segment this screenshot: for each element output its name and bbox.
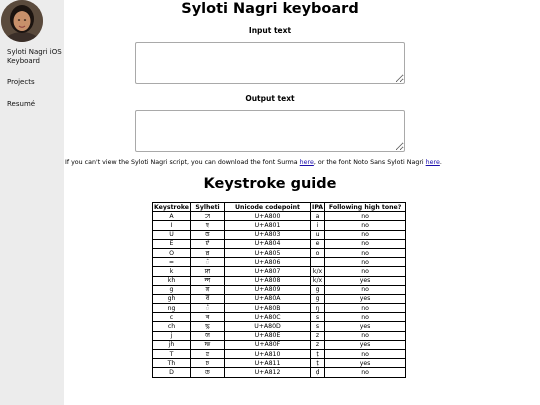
sylheti-cell: ꠌ — [191, 313, 225, 322]
table-row — [153, 340, 406, 349]
table-row — [153, 230, 406, 239]
table-header-row — [153, 203, 406, 212]
keystroke-table-body — [153, 212, 406, 377]
high-tone-cell: yes — [325, 340, 406, 349]
unicode-cell: U+A80E — [225, 331, 311, 340]
sylheti-cell: ꠀ — [191, 212, 225, 221]
high-tone-cell: no — [325, 331, 406, 340]
high-tone-cell: no — [325, 304, 406, 313]
ipa-cell: z — [311, 340, 325, 349]
header-sylheti: Sylheti — [191, 203, 225, 212]
sylheti-cell: ꠄ — [191, 239, 225, 248]
sylheti-cell: ꠑ — [191, 359, 225, 368]
font-note-text-2: , or the font Noto Sans Syloti Nagri — [313, 159, 426, 166]
keystroke-cell: kh — [153, 276, 191, 285]
keystroke-guide-title: Keystroke guide — [203, 176, 337, 192]
sylheti-cell: ꠍ — [191, 322, 225, 331]
keystroke-cell: g — [153, 285, 191, 294]
ipa-cell: ḍ — [311, 368, 325, 377]
unicode-cell: U+A80C — [225, 313, 311, 322]
table-row — [153, 322, 406, 331]
high-tone-cell: no — [325, 258, 406, 267]
table-row — [153, 331, 406, 340]
sylheti-cell: ꠎ — [191, 331, 225, 340]
high-tone-cell: no — [325, 239, 406, 248]
ipa-cell: ŋ — [311, 304, 325, 313]
high-tone-cell: no — [325, 212, 406, 221]
keystroke-cell: c — [153, 313, 191, 322]
unicode-cell: U+A80D — [225, 322, 311, 331]
ipa-cell: e — [311, 239, 325, 248]
profile-avatar[interactable] — [1, 0, 43, 42]
high-tone-cell: no — [325, 221, 406, 230]
unicode-cell: U+A807 — [225, 267, 311, 276]
ipa-cell: k/x — [311, 267, 325, 276]
sylheti-cell: ꠋ — [191, 304, 225, 313]
keystroke-cell: k — [153, 267, 191, 276]
avatar-photo-icon — [1, 0, 43, 42]
keystroke-table — [152, 202, 406, 378]
sylheti-cell: ꠇ — [191, 267, 225, 276]
keystroke-cell: ng — [153, 304, 191, 313]
high-tone-cell: no — [325, 368, 406, 377]
high-tone-cell: yes — [325, 294, 406, 303]
sylheti-cell: ꠅ — [191, 248, 225, 257]
unicode-cell: U+A811 — [225, 359, 311, 368]
keystroke-cell: O — [153, 248, 191, 257]
font-note — [65, 159, 540, 166]
unicode-cell: U+A803 — [225, 230, 311, 239]
high-tone-cell: no — [325, 267, 406, 276]
ipa-cell: ṭ — [311, 359, 325, 368]
unicode-cell: U+A808 — [225, 276, 311, 285]
table-row — [153, 239, 406, 248]
keystroke-cell: I — [153, 221, 191, 230]
table-row — [153, 276, 406, 285]
sylheti-cell: ꠏ — [191, 340, 225, 349]
sylheti-cell: ꠈ — [191, 276, 225, 285]
sidebar-item-ios-keyboard[interactable]: Syloti Nagri iOS Keyboard — [7, 48, 62, 65]
keystroke-cell: T — [153, 350, 191, 359]
unicode-cell: U+A810 — [225, 350, 311, 359]
font-note-text-1: If you can't view the Syloti Nagri script, you can download the font Surma — [65, 159, 300, 166]
table-row — [153, 350, 406, 359]
keystroke-cell: j — [153, 331, 191, 340]
high-tone-cell: yes — [325, 276, 406, 285]
keystroke-cell: gh — [153, 294, 191, 303]
high-tone-cell: yes — [325, 359, 406, 368]
surma-font-link[interactable]: here — [299, 159, 314, 166]
header-keystroke: Keystroke — [154, 203, 190, 211]
header-ipa: IPA — [312, 203, 324, 211]
unicode-cell: U+A80F — [225, 340, 311, 349]
sylheti-cell: ꠁ — [191, 221, 225, 230]
font-note-text-3: . — [439, 159, 442, 166]
sylheti-cell: ꠐ — [191, 350, 225, 359]
keystroke-cell: E — [153, 239, 191, 248]
table-row — [153, 313, 406, 322]
unicode-cell: U+A800 — [225, 212, 311, 221]
ipa-cell: g — [311, 285, 325, 294]
table-row — [153, 285, 406, 294]
table-row — [153, 368, 406, 377]
unicode-cell: U+A80B — [225, 304, 311, 313]
ipa-cell: ṭ — [311, 350, 325, 359]
table-row — [153, 258, 406, 267]
unicode-cell: U+A80A — [225, 294, 311, 303]
noto-font-link[interactable]: here — [425, 159, 440, 166]
sylheti-cell: ꠉ — [191, 285, 225, 294]
ipa-cell: g — [311, 294, 325, 303]
input-label: Input text — [248, 26, 292, 35]
header-unicode: Unicode codepoint — [225, 203, 311, 212]
input-textarea[interactable] — [135, 42, 405, 84]
ipa-cell: i — [311, 221, 325, 230]
table-row — [153, 267, 406, 276]
ipa-cell — [311, 258, 325, 267]
high-tone-cell: yes — [325, 322, 406, 331]
table-row — [153, 294, 406, 303]
ipa-cell: k/x — [311, 276, 325, 285]
output-label: Output text — [245, 94, 295, 103]
ipa-cell: s — [311, 322, 325, 331]
sylheti-cell: ꠊ — [191, 294, 225, 303]
ipa-cell: o — [311, 248, 325, 257]
table-row — [153, 304, 406, 313]
sidebar — [0, 0, 64, 405]
table-row — [153, 212, 406, 221]
unicode-cell: U+A805 — [225, 248, 311, 257]
output-textarea[interactable] — [135, 110, 405, 152]
high-tone-cell: no — [325, 248, 406, 257]
ipa-cell: a — [311, 212, 325, 221]
high-tone-cell: no — [325, 350, 406, 359]
table-row — [153, 221, 406, 230]
unicode-cell: U+A801 — [225, 221, 311, 230]
unicode-cell: U+A804 — [225, 239, 311, 248]
high-tone-cell: no — [325, 285, 406, 294]
keystroke-cell: jh — [153, 340, 191, 349]
ipa-cell: z — [311, 331, 325, 340]
keystroke-cell: A — [153, 212, 191, 221]
ipa-cell: s — [311, 313, 325, 322]
ipa-cell: u — [311, 230, 325, 239]
table-row — [153, 359, 406, 368]
keystroke-cell: U — [153, 230, 191, 239]
sylheti-cell: ꠃ — [191, 230, 225, 239]
sylheti-cell: ꠆ — [191, 258, 225, 267]
high-tone-cell: no — [325, 230, 406, 239]
keystroke-cell: D — [153, 368, 191, 377]
unicode-cell: U+A812 — [225, 368, 311, 377]
keystroke-cell: ch — [153, 322, 191, 331]
main-content — [64, 0, 540, 405]
page-title: Syloti Nagri keyboard — [181, 1, 359, 17]
keystroke-cell: = — [153, 258, 191, 267]
high-tone-cell: no — [325, 313, 406, 322]
keystroke-cell: Th — [153, 359, 191, 368]
unicode-cell: U+A806 — [225, 258, 311, 267]
table-row — [153, 248, 406, 257]
unicode-cell: U+A809 — [225, 285, 311, 294]
sylheti-cell: ꠒ — [191, 368, 225, 377]
sidebar-item-resume[interactable]: Resumé — [7, 100, 36, 108]
sidebar-item-projects[interactable]: Projects — [7, 78, 35, 86]
header-high-tone: Following high tone? — [325, 203, 406, 212]
